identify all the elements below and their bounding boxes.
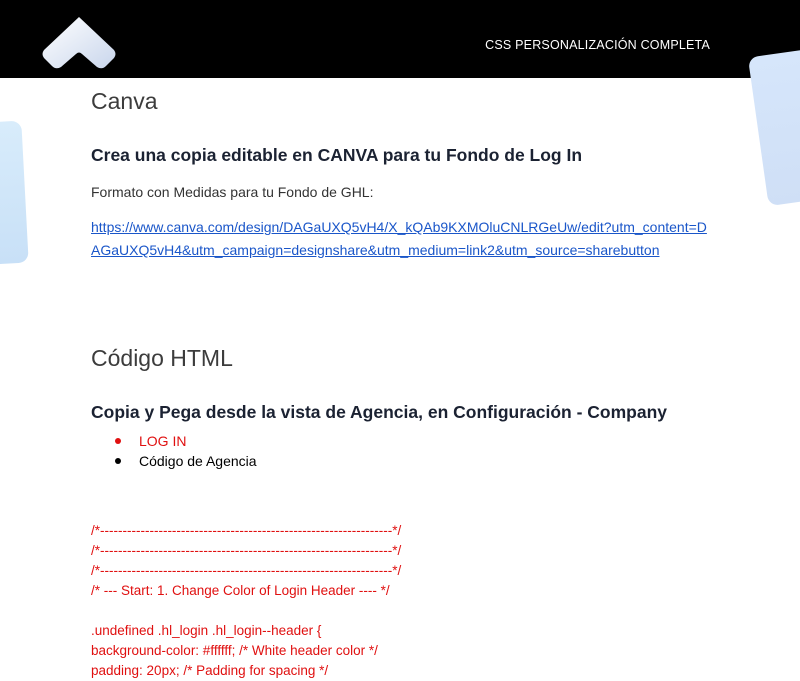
- code-line: /*-----------------------------------------------------------------*/: [91, 523, 402, 538]
- bullet-list: [115, 431, 257, 471]
- page-header-title: CSS PERSONALIZACIÓN COMPLETA: [485, 38, 710, 52]
- code-line: [91, 601, 401, 621]
- list-item: [115, 451, 257, 471]
- bullet-icon: [115, 438, 121, 444]
- list-item-label: Código de Agencia: [139, 453, 257, 469]
- decorative-card-left: [0, 121, 29, 266]
- list-item-label: LOG IN: [139, 433, 187, 449]
- decorative-card-right: [748, 48, 800, 206]
- code-line: /*-----------------------------------------------------------------*/: [91, 543, 402, 558]
- canva-description: Formato con Medidas para tu Fondo de GHL:: [91, 184, 374, 200]
- list-item: [115, 431, 257, 451]
- code-line: /* --- Start: 1. Change Color of Login Header ---- */: [91, 583, 390, 598]
- css-code-block: [91, 521, 401, 681]
- bullet-icon: [115, 458, 121, 464]
- canva-link[interactable]: https://www.canva.com/design/DAGaUXQ5vH4/X_kQAb9KXMOluCNLRGeUw/edit?utm_content=DAGaUXQ5vH4&utm_campaign=designshare&utm_medium=link2&utm_source=sharebutton: [91, 219, 707, 258]
- canva-subheading: Crea una copia editable en CANVA para tu Fondo de Log In: [91, 145, 583, 165]
- code-line: background-color: #ffffff; /* White header color */: [91, 643, 378, 658]
- html-heading: Código HTML: [91, 345, 233, 371]
- top-bar: [0, 0, 800, 78]
- code-line: padding: 20px; /* Padding for spacing */: [91, 663, 329, 678]
- html-subheading: Copia y Pega desde la vista de Agencia, en Configuración - Company: [91, 402, 668, 422]
- code-line: /*-----------------------------------------------------------------*/: [91, 563, 402, 578]
- code-line: .undefined .hl_login .hl_login--header {: [91, 623, 322, 638]
- canva-heading: Canva: [91, 88, 158, 114]
- logo-icon: [40, 14, 118, 72]
